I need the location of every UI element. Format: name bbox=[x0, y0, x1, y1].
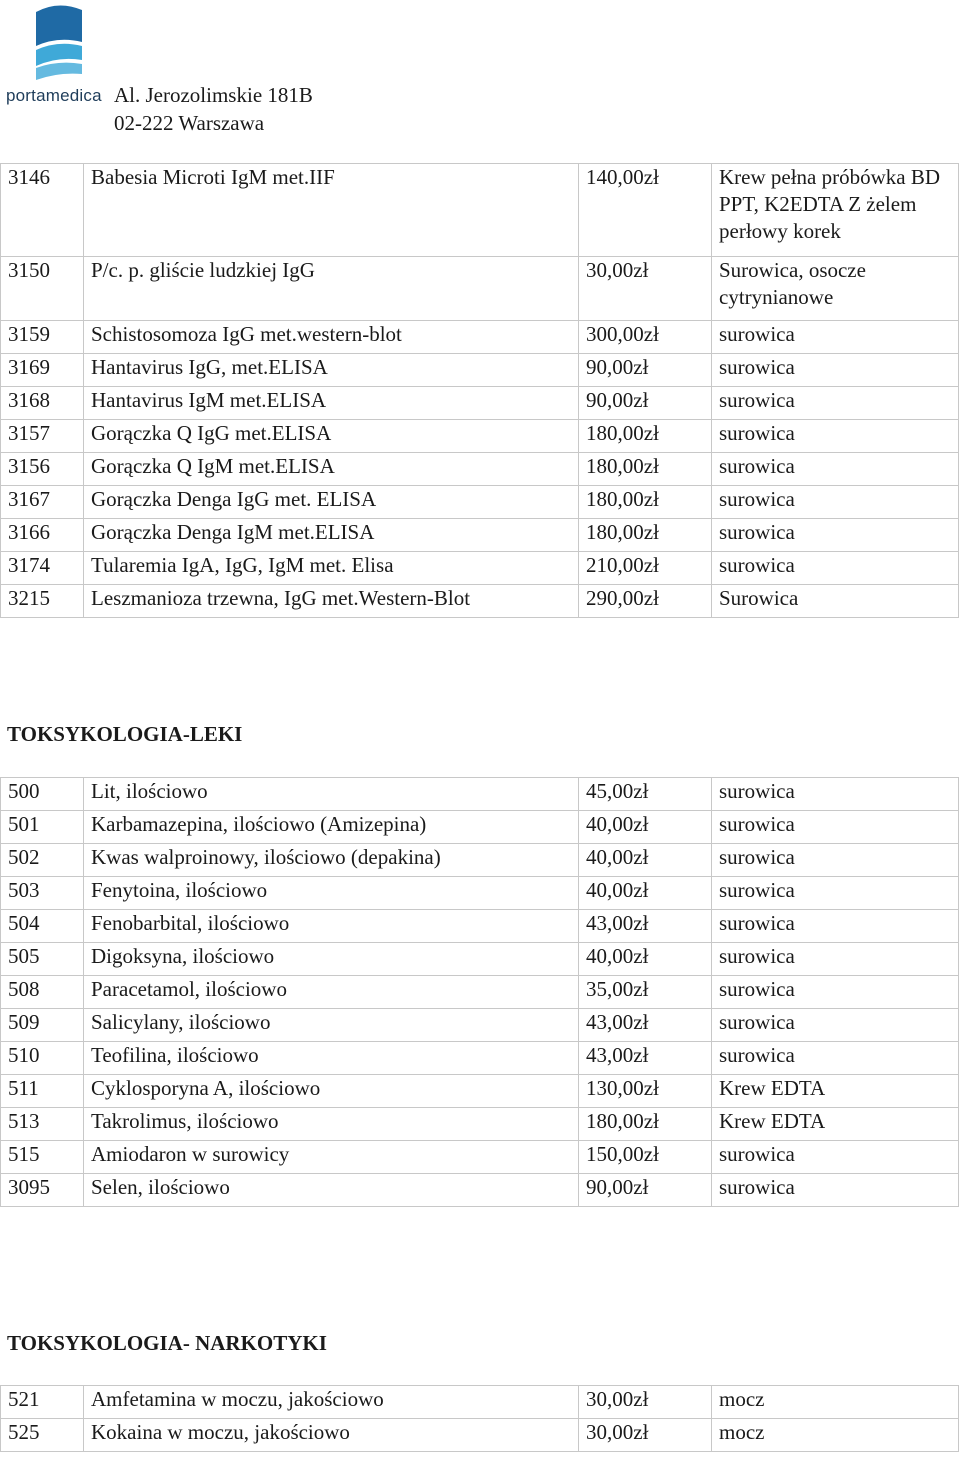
test-price: 90,00zł bbox=[579, 354, 712, 387]
test-price: 43,00zł bbox=[579, 1009, 712, 1042]
test-code: 503 bbox=[1, 877, 84, 910]
test-material: surowica bbox=[712, 976, 959, 1009]
table-row bbox=[1, 1009, 959, 1042]
section-title-toksykologia-leki: TOKSYKOLOGIA-LEKI bbox=[7, 722, 243, 746]
table-row bbox=[1, 552, 959, 585]
test-price: 30,00zł bbox=[579, 1386, 712, 1419]
test-name: Leszmanioza trzewna, IgG met.Western-Blot bbox=[84, 585, 579, 618]
test-name: Tularemia IgA, IgG, IgM met. Elisa bbox=[84, 552, 579, 585]
test-price: 210,00zł bbox=[579, 552, 712, 585]
test-material: surowica bbox=[712, 1174, 959, 1207]
test-price: 40,00zł bbox=[579, 877, 712, 910]
test-code: 511 bbox=[1, 1075, 84, 1108]
test-code: 3157 bbox=[1, 420, 84, 453]
test-price: 130,00zł bbox=[579, 1075, 712, 1108]
table-row bbox=[1, 486, 959, 519]
page-header bbox=[0, 0, 960, 160]
test-material: Krew EDTA bbox=[712, 1108, 959, 1141]
test-code: 500 bbox=[1, 778, 84, 811]
address-line-1: Al. Jerozolimskie 181B bbox=[114, 83, 313, 107]
test-code: 3166 bbox=[1, 519, 84, 552]
test-code: 504 bbox=[1, 910, 84, 943]
test-material: surowica bbox=[712, 1042, 959, 1075]
test-code: 3167 bbox=[1, 486, 84, 519]
test-code: 510 bbox=[1, 1042, 84, 1075]
test-name: Hantavirus IgG, met.ELISA bbox=[84, 354, 579, 387]
test-code: 3215 bbox=[1, 585, 84, 618]
test-price: 180,00zł bbox=[579, 420, 712, 453]
test-name: Paracetamol, ilościowo bbox=[84, 976, 579, 1009]
test-material: surowica bbox=[712, 844, 959, 877]
test-price: 43,00zł bbox=[579, 1042, 712, 1075]
table-row bbox=[1, 976, 959, 1009]
test-price: 180,00zł bbox=[579, 519, 712, 552]
price-table-1 bbox=[0, 163, 959, 618]
table-row bbox=[1, 164, 959, 257]
test-code: 501 bbox=[1, 811, 84, 844]
test-name: Gorączka Denga IgG met. ELISA bbox=[84, 486, 579, 519]
table-row bbox=[1, 519, 959, 552]
test-price: 35,00zł bbox=[579, 976, 712, 1009]
test-name: Takrolimus, ilościowo bbox=[84, 1108, 579, 1141]
test-name: Hantavirus IgM met.ELISA bbox=[84, 387, 579, 420]
table-row bbox=[1, 257, 959, 321]
table-row bbox=[1, 1108, 959, 1141]
test-name: Teofilina, ilościowo bbox=[84, 1042, 579, 1075]
test-name: Gorączka Denga IgM met.ELISA bbox=[84, 519, 579, 552]
test-material: surowica bbox=[712, 519, 959, 552]
table-row bbox=[1, 321, 959, 354]
test-code: 3169 bbox=[1, 354, 84, 387]
table-row bbox=[1, 1141, 959, 1174]
logo-mark-icon bbox=[26, 2, 90, 82]
test-code: 509 bbox=[1, 1009, 84, 1042]
test-name: Selen, ilościowo bbox=[84, 1174, 579, 1207]
test-material: surowica bbox=[712, 943, 959, 976]
test-code: 521 bbox=[1, 1386, 84, 1419]
table-row bbox=[1, 910, 959, 943]
test-name: Kokaina w moczu, jakościowo bbox=[84, 1419, 579, 1452]
test-material: Surowica, osocze cytrynianowe bbox=[712, 257, 959, 321]
test-price: 40,00zł bbox=[579, 943, 712, 976]
test-material: surowica bbox=[712, 877, 959, 910]
test-price: 30,00zł bbox=[579, 257, 712, 321]
test-price: 40,00zł bbox=[579, 844, 712, 877]
test-price: 180,00zł bbox=[579, 453, 712, 486]
table-row bbox=[1, 387, 959, 420]
test-material: surowica bbox=[712, 453, 959, 486]
test-name: Fenobarbital, ilościowo bbox=[84, 910, 579, 943]
test-name: Lit, ilościowo bbox=[84, 778, 579, 811]
test-material: surowica bbox=[712, 321, 959, 354]
test-code: 3159 bbox=[1, 321, 84, 354]
test-material: surowica bbox=[712, 1141, 959, 1174]
test-code: 3174 bbox=[1, 552, 84, 585]
table-row bbox=[1, 420, 959, 453]
brand-name: portamedica bbox=[6, 86, 102, 105]
price-table-2 bbox=[0, 777, 959, 1207]
test-material: surowica bbox=[712, 811, 959, 844]
test-material: surowica bbox=[712, 1009, 959, 1042]
test-material: surowica bbox=[712, 552, 959, 585]
table-row bbox=[1, 1042, 959, 1075]
table-row bbox=[1, 354, 959, 387]
table-row bbox=[1, 943, 959, 976]
section-title-toksykologia-narkotyki: TOKSYKOLOGIA- NARKOTYKI bbox=[7, 1331, 327, 1355]
test-name: Fenytoina, ilościowo bbox=[84, 877, 579, 910]
test-code: 3095 bbox=[1, 1174, 84, 1207]
test-code: 502 bbox=[1, 844, 84, 877]
address-line-2: 02-222 Warszawa bbox=[114, 111, 265, 135]
table-row bbox=[1, 1386, 959, 1419]
test-name: Cyklosporyna A, ilościowo bbox=[84, 1075, 579, 1108]
test-code: 505 bbox=[1, 943, 84, 976]
test-name: Gorączka Q IgM met.ELISA bbox=[84, 453, 579, 486]
test-name: Gorączka Q IgG met.ELISA bbox=[84, 420, 579, 453]
test-code: 525 bbox=[1, 1419, 84, 1452]
test-name: Digoksyna, ilościowo bbox=[84, 943, 579, 976]
price-table-3 bbox=[0, 1385, 959, 1452]
test-price: 30,00zł bbox=[579, 1419, 712, 1452]
test-code: 3168 bbox=[1, 387, 84, 420]
test-price: 180,00zł bbox=[579, 486, 712, 519]
test-code: 508 bbox=[1, 976, 84, 1009]
table-row bbox=[1, 877, 959, 910]
test-price: 300,00zł bbox=[579, 321, 712, 354]
test-code: 3146 bbox=[1, 164, 84, 257]
test-code: 3156 bbox=[1, 453, 84, 486]
table-row bbox=[1, 1075, 959, 1108]
test-price: 43,00zł bbox=[579, 910, 712, 943]
test-code: 513 bbox=[1, 1108, 84, 1141]
test-material: surowica bbox=[712, 354, 959, 387]
test-price: 140,00zł bbox=[579, 164, 712, 257]
test-material: mocz bbox=[712, 1419, 959, 1452]
test-price: 45,00zł bbox=[579, 778, 712, 811]
test-material: Krew pełna próbówka BD PPT, K2EDTA Z żelem perłowy korek bbox=[712, 164, 959, 257]
test-material: surowica bbox=[712, 486, 959, 519]
test-price: 90,00zł bbox=[579, 1174, 712, 1207]
test-material: surowica bbox=[712, 387, 959, 420]
test-price: 90,00zł bbox=[579, 387, 712, 420]
test-material: Krew EDTA bbox=[712, 1075, 959, 1108]
test-name: Karbamazepina, ilościowo (Amizepina) bbox=[84, 811, 579, 844]
table-row bbox=[1, 1419, 959, 1452]
test-name: Amiodaron w surowicy bbox=[84, 1141, 579, 1174]
test-material: surowica bbox=[712, 778, 959, 811]
test-name: Amfetamina w moczu, jakościowo bbox=[84, 1386, 579, 1419]
test-code: 3150 bbox=[1, 257, 84, 321]
test-name: Schistosomoza IgG met.western-blot bbox=[84, 321, 579, 354]
test-name: Babesia Microti IgM met.IIF bbox=[84, 164, 579, 257]
table-row bbox=[1, 453, 959, 486]
test-material: mocz bbox=[712, 1386, 959, 1419]
test-name: P/c. p. gliście ludzkiej IgG bbox=[84, 257, 579, 321]
table-row bbox=[1, 1174, 959, 1207]
test-name: Salicylany, ilościowo bbox=[84, 1009, 579, 1042]
test-code: 515 bbox=[1, 1141, 84, 1174]
table-row bbox=[1, 844, 959, 877]
test-price: 180,00zł bbox=[579, 1108, 712, 1141]
test-name: Kwas walproinowy, ilościowo (depakina) bbox=[84, 844, 579, 877]
table-row bbox=[1, 811, 959, 844]
test-material: Surowica bbox=[712, 585, 959, 618]
test-material: surowica bbox=[712, 420, 959, 453]
test-price: 290,00zł bbox=[579, 585, 712, 618]
test-price: 40,00zł bbox=[579, 811, 712, 844]
test-material: surowica bbox=[712, 910, 959, 943]
test-price: 150,00zł bbox=[579, 1141, 712, 1174]
table-row bbox=[1, 778, 959, 811]
portamedica-logo bbox=[6, 2, 106, 106]
table-row bbox=[1, 585, 959, 618]
